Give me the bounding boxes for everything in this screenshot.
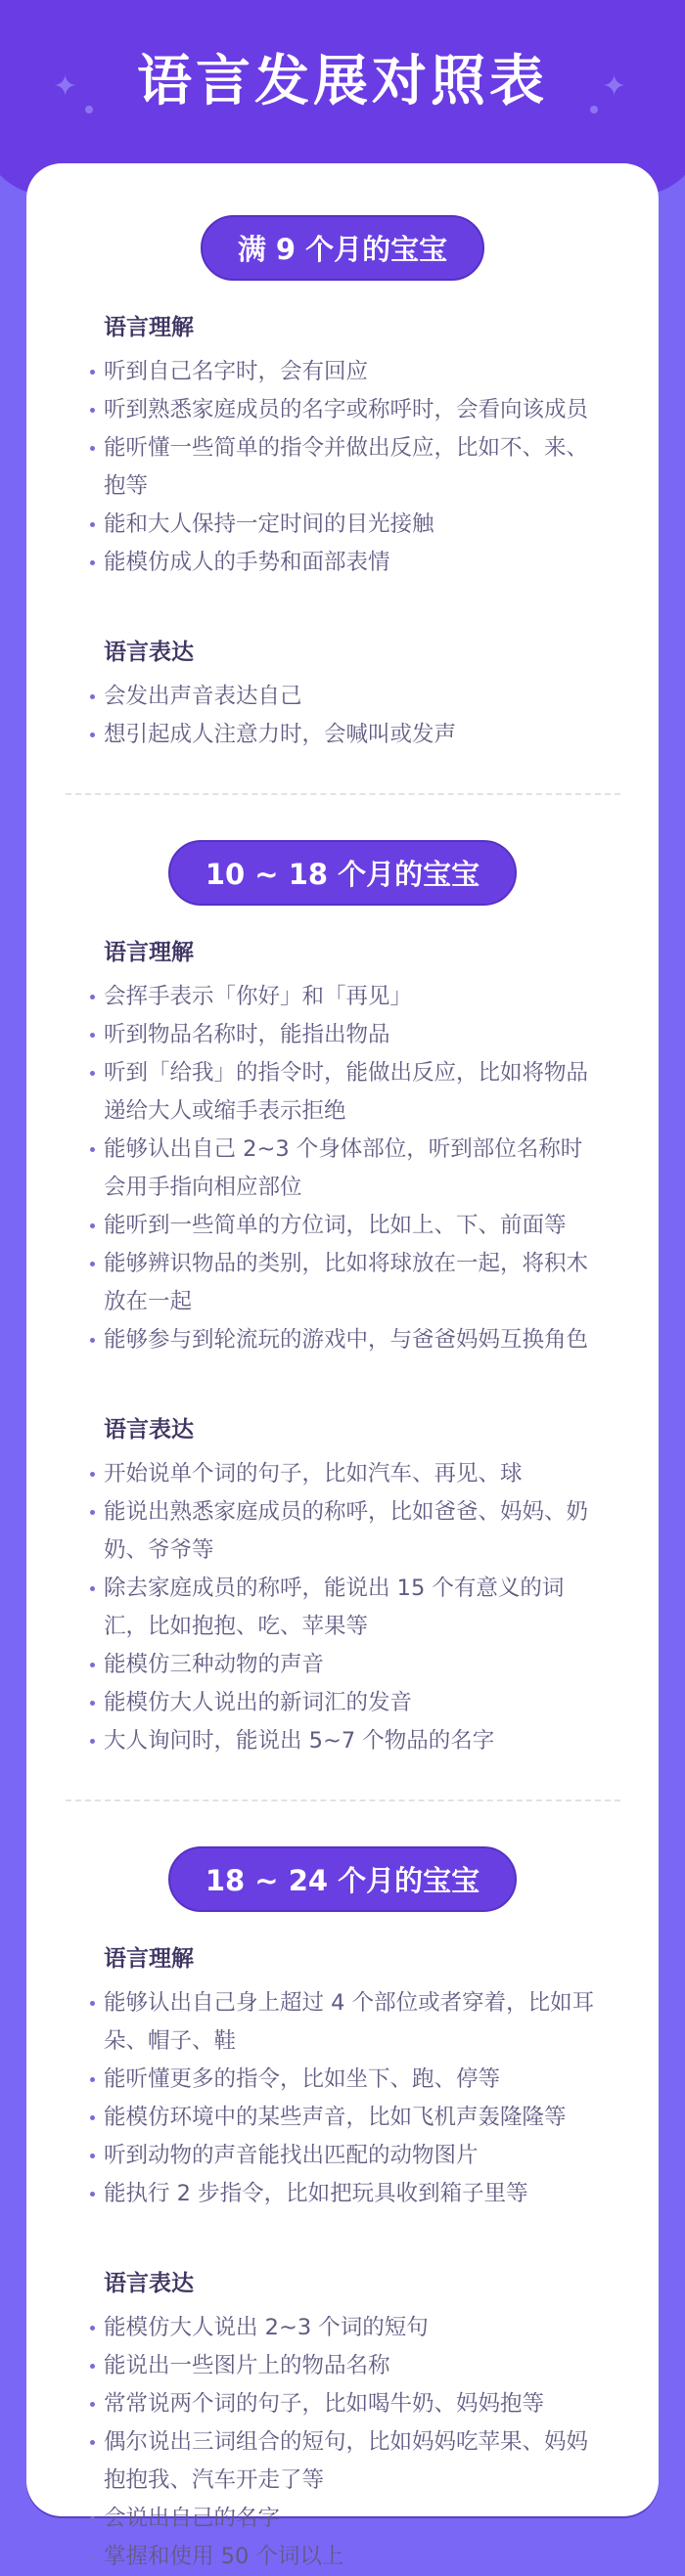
- age-label-pill: 满 9 个月的宝宝: [201, 215, 484, 281]
- milestone-list: [26, 1455, 659, 1760]
- milestone-item: 能听到一些简单的方位词，比如上、下、前面等: [104, 1207, 603, 1245]
- group-heading: 语言理解: [104, 940, 194, 965]
- milestone-item: 听到自己名字时，会有回应: [104, 353, 603, 391]
- page-title: 语言发展对照表: [137, 50, 548, 113]
- milestone-item: 能模仿大人说出的新词汇的发音: [104, 1684, 603, 1722]
- group-heading: 语言理解: [104, 315, 194, 340]
- milestone-list: [26, 978, 659, 1359]
- age-label-wrap: [26, 1846, 659, 1912]
- milestone-item: 听到物品名称时，能指出物品: [104, 1016, 603, 1054]
- sparkle-icon: ✦: [602, 69, 627, 104]
- milestone-item: 除去家庭成员的称呼，能说出 15 个有意义的词汇，比如抱抱、吃、苹果等: [104, 1570, 603, 1646]
- milestone-item: 能听懂更多的指令，比如坐下、跑、停等: [104, 2061, 603, 2099]
- sparkle-icon: ✦: [53, 69, 78, 104]
- milestone-list: [26, 353, 659, 582]
- age-label-pill: 18 ~ 24 个月的宝宝: [168, 1846, 517, 1912]
- milestone-item: 想引起成人注意力时，会喊叫或发声: [104, 716, 603, 754]
- milestone-item: 能模仿三种动物的声音: [104, 1646, 603, 1684]
- milestone-item: 偶尔说出三词组合的短句，比如妈妈吃苹果、妈妈抱抱我、汽车开走了等: [104, 2423, 603, 2500]
- milestone-item: 会挥手表示「你好」和「再见」: [104, 978, 603, 1016]
- milestone-item: 能和大人保持一定时间的目光接触: [104, 506, 603, 544]
- group-heading: 语言理解: [104, 1946, 194, 1972]
- milestone-item: 常常说两个词的句子，比如喝牛奶、妈妈抱等: [104, 2385, 603, 2423]
- milestone-item: 能模仿成人的手势和面部表情: [104, 544, 603, 582]
- milestone-item: 听到熟悉家庭成员的名字或称呼时，会看向该成员: [104, 391, 603, 429]
- milestone-item: 会说出自己的名字: [104, 2500, 603, 2538]
- age-label-wrap: [26, 215, 659, 281]
- milestone-item: 开始说单个词的句子，比如汽车、再见、球: [104, 1455, 603, 1493]
- milestone-item: 能执行 2 步指令，比如把玩具收到箱子里等: [104, 2175, 603, 2213]
- group-heading: 语言表达: [104, 2271, 194, 2296]
- milestone-item: 听到「给我」的指令时，能做出反应，比如将物品递给大人或缩手表示拒绝: [104, 1054, 603, 1131]
- age-label-pill: 10 ~ 18 个月的宝宝: [168, 840, 517, 906]
- milestone-list: [26, 1984, 659, 2213]
- milestone-item: 能说出熟悉家庭成员的称呼，比如爸爸、妈妈、奶奶、爷爷等: [104, 1493, 603, 1570]
- milestone-list: [26, 678, 659, 754]
- age-section: [26, 163, 659, 795]
- content-card: [26, 163, 659, 2569]
- milestone-item: 能够辨识物品的类别，比如将球放在一起，将积木放在一起: [104, 1245, 603, 1321]
- milestone-item: 能够认出自己身上超过 4 个部位或者穿着，比如耳朵、帽子、鞋: [104, 1984, 603, 2061]
- milestone-item: 能说出一些图片上的物品名称: [104, 2347, 603, 2385]
- milestone-item: 能够认出自己 2~3 个身体部位，听到部位名称时会用手指向相应部位: [104, 1131, 603, 1207]
- age-section: [26, 1801, 659, 2576]
- sections-container: [26, 163, 659, 2576]
- age-label-wrap: [26, 840, 659, 906]
- milestone-item: 能模仿环境中的某些声音，比如飞机声轰隆隆等: [104, 2099, 603, 2137]
- milestone-item: 能够参与到轮流玩的游戏中，与爸爸妈妈互换角色: [104, 1321, 603, 1359]
- milestone-item: 掌握和使用 50 个词以上: [104, 2538, 603, 2576]
- milestone-item: 大人询问时，能说出 5~7 个物品的名字: [104, 1722, 603, 1760]
- milestone-item: 能听懂一些简单的指令并做出反应，比如不、来、抱等: [104, 429, 603, 506]
- group-heading: 语言表达: [104, 640, 194, 665]
- age-section: [26, 795, 659, 1801]
- milestone-item: 会发出声音表达自己: [104, 678, 603, 716]
- group-heading: 语言表达: [104, 1417, 194, 1443]
- milestone-list: [26, 2309, 659, 2576]
- milestone-item: 听到动物的声音能找出匹配的动物图片: [104, 2137, 603, 2175]
- milestone-item: 能模仿大人说出 2~3 个词的短句: [104, 2309, 603, 2347]
